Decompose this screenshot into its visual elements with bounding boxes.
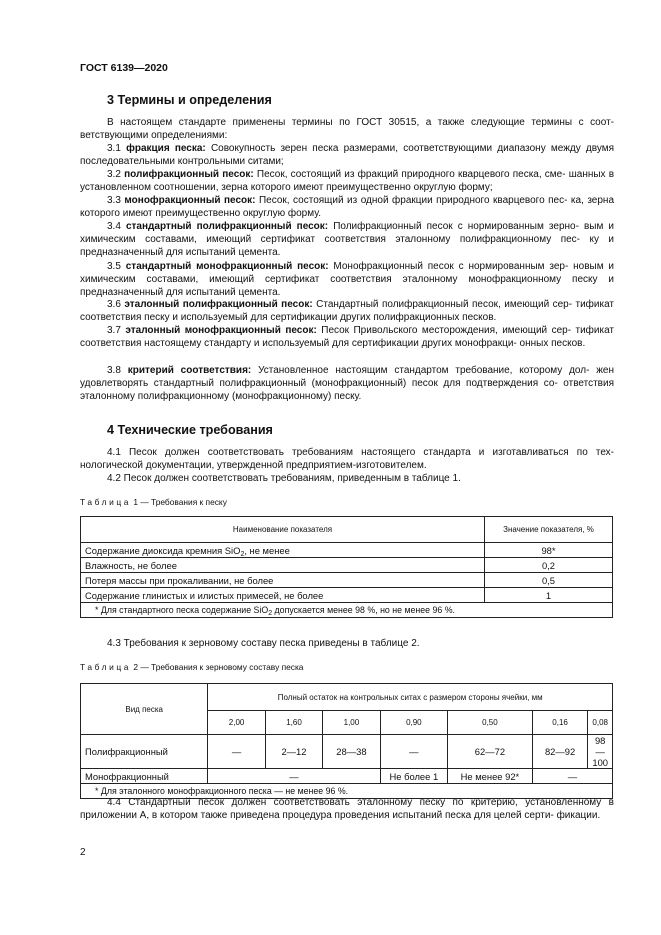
table-2-cell: Не менее 92* (448, 769, 533, 784)
page-number: 2 (80, 847, 86, 858)
term-3-4: 3.4 стандартный полифракционный песок: Полифракционный песок с нормированным зерно- вым и химическим составами, имеющий сертификат соответствия эталонному полифракционному пес- ку и предназначенный для испытаний цемента. (80, 221, 614, 258)
table-2-header-size: 1,00 (323, 711, 380, 735)
term-3-2: 3.2 полифракционный песок: Песок, состоящий из фракций природного кварцевого песка, сме- шанных в установленном соотношении, зерна которого имеют преимущественно округлую форму; (80, 169, 615, 193)
section-4-title: 4 Технические требования (107, 423, 273, 437)
term-3-8: 3.8 критерий соответствия: Установленное настоящим стандартом требование, которому дол- жен удовлетворять стандартный полифракционный (монофракционный) песок для подтверждения со- ответствия эталонному полифракционному (монофракционному) песку. (80, 365, 615, 402)
table-row (81, 735, 613, 769)
table-row (81, 573, 613, 588)
table-2-header-size: 2,00 (208, 711, 265, 735)
table-1 (80, 516, 613, 618)
table-row (81, 769, 613, 784)
table-1-cell-value: 0,5 (485, 573, 613, 588)
table-2-header-type: Вид песка (81, 684, 208, 735)
table-2-cell-type: Полифракционный (81, 735, 208, 769)
term-3-6: 3.6 эталонный полифракционный песок: Стандартный полифракционный песок, имеющий сер- тификат соответствия песку и используемый для сертификации других полифракционных песков. (80, 299, 615, 323)
section-3-intro: В настоящем стандарте применены термины по ГОСТ 30515, а также следующие термины с соот- ветствующими определениями: (80, 117, 614, 141)
table-2-cell: — (532, 769, 612, 784)
table-1-cell-value: 1 (485, 588, 613, 603)
paragraph-4-4: 4.4 Стандартный песок должен соответствовать эталонному песку по критерию, установленному в приложении А, в котором также приведена процедура проведения испытаний песка для целей серти- фикации. (80, 797, 614, 821)
term-3-7: 3.7 эталонный монофракционный песок: Песок Привольского месторождения, имеющий сер- тификат соответствия настоящему стандарту и используемый для сертификации других монофракци- онных песков. (80, 325, 614, 349)
table-2-cell: 62—72 (448, 735, 533, 769)
term-3-5: 3.5 стандартный монофракционный песок: Монофракционный песок с нормированным зер- новым и химическим составами, имеющий сертификат соответствия эталонному монофракционному песку и предназначенный для испытаний цемента. (80, 261, 615, 298)
table-row (81, 543, 613, 558)
table-2-cell: 2—12 (265, 735, 322, 769)
table-row (81, 588, 613, 603)
table-2-header-size: 0,16 (532, 711, 588, 735)
paragraph-4-2: 4.2 Песок должен соответствовать требованиям, приведенным в таблице 1. (107, 473, 461, 484)
table-2-header-group: Полный остаток на контрольных ситах с размером стороны ячейки, мм (208, 684, 613, 711)
table-2-cell: 82—92 (532, 735, 588, 769)
paragraph-4-3: 4.3 Требования к зерновому составу песка приведены в таблице 2. (107, 638, 420, 649)
term-3-3: 3.3 монофракционный песок: Песок, состоящий из одной фракции природного кварцевого пес- ка, зерна которого имеют преимущественно округлую форму. (80, 195, 615, 219)
document-code: ГОСТ 6139—2020 (80, 62, 168, 74)
table-row (81, 558, 613, 573)
table-1-cell-name: Содержание глинистых и илистых примесей, не более (81, 588, 485, 603)
table-2-cell-type: Монофракционный (81, 769, 208, 784)
table-2-cell: — (208, 769, 380, 784)
term-3-1: 3.1 фракция песка: Совокупность зерен песка размерами, соответствующими диапазону между двумя последовательными контрольными ситами; (80, 143, 615, 167)
table-1-header-name: Наименование показателя (81, 517, 485, 543)
table-1-caption: Таблица 1 — Требования к песку (80, 497, 227, 507)
table-2-header-size: 0,90 (380, 711, 447, 735)
table-2 (80, 683, 613, 799)
table-1-footnote: * Для стандартного песка содержание SiO$_2$ допускается менее 98 %, но не менее 96 %. (81, 603, 613, 618)
table-1-cell-name: Содержание диоксида кремния SiO$_2$, не менее (81, 543, 485, 558)
table-2-cell: 98—100 (588, 735, 613, 769)
table-1-header-value: Значение показателя, % (485, 517, 613, 543)
table-2-header-size: 1,60 (265, 711, 322, 735)
table-1-cell-value: 98* (485, 543, 613, 558)
section-3-title: 3 Термины и определения (107, 93, 272, 107)
table-2-cell: Не более 1 (380, 769, 447, 784)
table-2-cell: — (380, 735, 447, 769)
table-2-cell: 28—38 (323, 735, 380, 769)
table-2-footnote: * Для эталонного монофракционного песка — не менее 96 %. (81, 784, 613, 799)
table-2-header-size: 0,50 (448, 711, 533, 735)
table-2-cell: — (208, 735, 265, 769)
table-2-header-size: 0,08 (588, 711, 613, 735)
table-1-cell-value: 0,2 (485, 558, 613, 573)
table-1-cell-name: Потеря массы при прокаливании, не более (81, 573, 485, 588)
table-2-caption: Таблица 2 — Требования к зерновому составу песка (80, 662, 304, 672)
paragraph-4-1: 4.1 Песок должен соответствовать требованиям настоящего стандарта и изготавливаться по тех- нологической документации, утвержденной предприятием-изготовителем. (80, 447, 614, 471)
table-1-cell-name: Влажность, не более (81, 558, 485, 573)
